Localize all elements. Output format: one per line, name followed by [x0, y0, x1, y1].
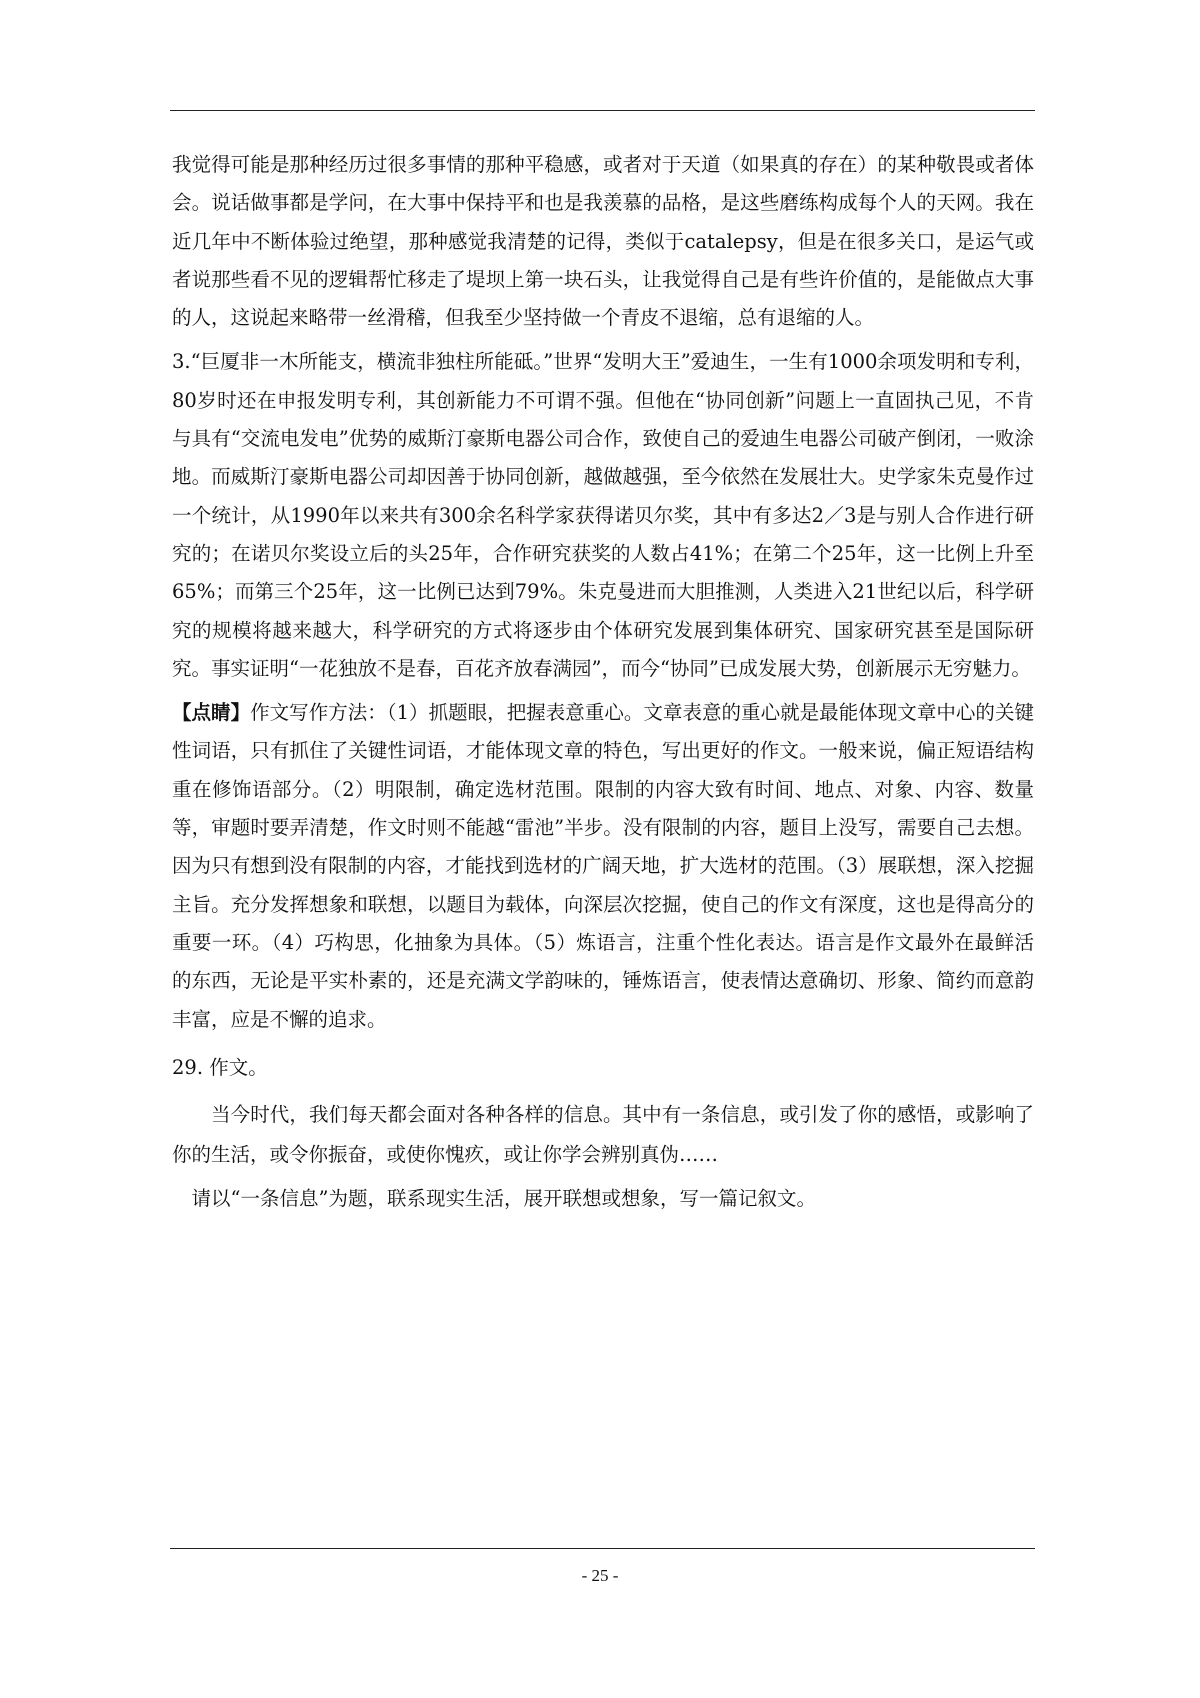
tip-label: 【点睛】 [172, 701, 251, 725]
page-content [172, 146, 1034, 1219]
tip-body: 作文写作方法：（1）抓题眼，把握表意重心。文章表意的重心就是最能体现文章中心的关键性词语，只有抓住了关键性词语，才能体现文章的特色，写出更好的作文。一般来说，偏正短语结构重在修饰语部分。（2）明限制，确定选材范围。限制的内容大致有时间、地点、对象、内容、数量等，审题时要弄清楚，作文时则不能越“雷池”半步。没有限制的内容，题目上没写，需要自己去想。因为只有想到没有限制的内容，才能找到选材的广阔天地，扩大选材的范围。（3）展联想，深入挖掘主旨。充分发挥想象和联想，以题目为载体，向深层次挖掘，使自己的作文有深度，这也是得高分的重要一环。（4）巧构思，化抽象为具体。（5）炼语言，注重个性化表达。语言是作文最外在最鲜活的东西，无论是平实朴素的，还是充满文学韵味的，锤炼语言，使表情达意确切、形象、简约而意韵丰富，应是不懈的追求。 [172, 701, 1034, 1031]
footer-rule [170, 1548, 1035, 1549]
question-prompt-1: 当今时代，我们每天都会面对各种各样的信息。其中有一条信息，或引发了你的感悟，或影响了你的生活，或令你振奋，或使你愧疚，或让你学会辨别真伪…… [172, 1102, 1034, 1166]
question-prompt-2: 请以“一条信息”为题，联系现实生活，展开联想或想象，写一篇记叙文。 [191, 1186, 816, 1210]
question-title: 29. 作文。 [172, 1055, 268, 1079]
paragraph-example-3: 3.“巨厦非一木所能支，横流非独柱所能砥。”世界“发明大王”爱迪生，一生有1000余项发明和专利，80岁时还在申报发明专利，其创新能力不可谓不强。但他在“协同创新”问题上一直固执己见，不肯与具有“交流电发电”优势的威斯汀豪斯电器公司合作，致使自己的爱迪生电器公司破产倒闭，一败涂地。而威斯汀豪斯电器公司却因善于协同创新，越做越强，至今依然在发展壮大。史学家朱克曼作过一个统计，从1990年以来共有300余名科学家获得诺贝尔奖，其中有多达2／3是与别人合作进行研究的；在诺贝尔奖设立后的头25年，合作研究获奖的人数占41%；在第二个25年，这一比例上升至65%；而第三个25年，这一比例已达到79%。朱克曼进而大胆推测，人类进入21世纪以后，科学研究的规模将越来越大，科学研究的方式将逐步由个体研究发展到集体研究、国家研究甚至是国际研究。事实证明“一花独放不是春，百花齐放春满园”，而今“协同”已成发展大势，创新展示无穷魅力。 [172, 350, 1034, 680]
header-rule [170, 110, 1035, 111]
page-number: - 25 - [581, 1566, 619, 1585]
paragraph-tip [172, 694, 1034, 1039]
paragraph-continuation: 我觉得可能是那种经历过很多事情的那种平稳感，或者对于天道（如果真的存在）的某种敬畏或者体会。说话做事都是学问，在大事中保持平和也是我羡慕的品格，是这些磨练构成每个人的天网。我在近几年中不断体验过绝望，那种感觉我清楚的记得，类似于catalepsy，但是在很多关口，是运气或者说那些看不见的逻辑帮忙移走了堤坝上第一块石头，让我觉得自己是有些许价值的，是能做点大事的人，这说起来略带一丝滑稽，但我至少坚持做一个青皮不退缩，总有退缩的人。 [172, 153, 1034, 330]
